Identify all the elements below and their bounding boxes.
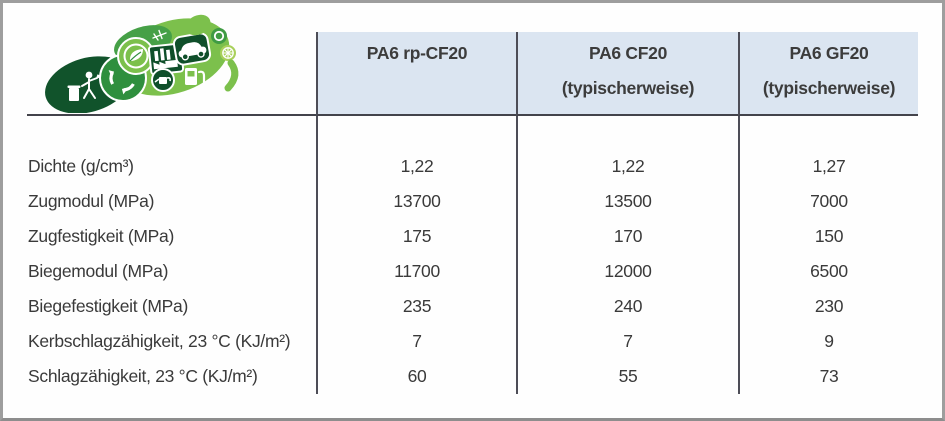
property-label: Zugfestigkeit (MPa) bbox=[28, 226, 175, 246]
value-cell: 175 bbox=[316, 219, 516, 254]
column-title: PA6 CF20 bbox=[589, 43, 667, 63]
value-cell: 230 bbox=[738, 289, 918, 324]
spacer-cell bbox=[27, 116, 316, 149]
value-cell: 1,22 bbox=[516, 149, 738, 184]
value-cell: 235 bbox=[316, 289, 516, 324]
column-header-pa6-rp-cf20 bbox=[316, 32, 516, 116]
value-cell: 9 bbox=[738, 324, 918, 359]
spacer-cell bbox=[738, 116, 918, 149]
column-subtitle: (typischerweise) bbox=[561, 77, 695, 98]
property-label: Schlagzähigkeit, 23 °C (KJ/m²) bbox=[28, 366, 258, 386]
value-cell: 73 bbox=[738, 359, 918, 394]
value-cell: 55 bbox=[516, 359, 738, 394]
value-cell: 170 bbox=[516, 219, 738, 254]
column-header-pa6-cf20 bbox=[516, 32, 738, 116]
property-label: Zugmodul (MPa) bbox=[28, 191, 155, 211]
spacer-cell bbox=[516, 116, 738, 149]
property-label: Biegefestigkeit (MPa) bbox=[28, 296, 189, 316]
column-title: PA6 GF20 bbox=[789, 43, 869, 63]
column-title: PA6 rp-CF20 bbox=[366, 43, 468, 63]
value-cell: 13500 bbox=[516, 184, 738, 219]
value-cell: 7 bbox=[516, 324, 738, 359]
column-header-pa6-gf20 bbox=[738, 32, 918, 116]
property-label: Kerbschlagzähigkeit, 23 °C (KJ/m²) bbox=[28, 331, 291, 351]
value-cell: 7 bbox=[316, 324, 516, 359]
value-cell: 1,27 bbox=[738, 149, 918, 184]
value-cell: 7000 bbox=[738, 184, 918, 219]
value-cell: 150 bbox=[738, 219, 918, 254]
value-cell: 11700 bbox=[316, 254, 516, 289]
property-label: Biegemodul (MPa) bbox=[28, 261, 169, 281]
header-empty-cell bbox=[27, 32, 316, 116]
properties-table bbox=[27, 32, 918, 394]
value-cell: 60 bbox=[316, 359, 516, 394]
spacer-cell bbox=[316, 116, 516, 149]
value-cell: 240 bbox=[516, 289, 738, 324]
property-label: Dichte (g/cm³) bbox=[28, 156, 134, 176]
column-subtitle: (typischerweise) bbox=[762, 77, 896, 98]
value-cell: 12000 bbox=[516, 254, 738, 289]
value-cell: 13700 bbox=[316, 184, 516, 219]
value-cell: 1,22 bbox=[316, 149, 516, 184]
value-cell: 6500 bbox=[738, 254, 918, 289]
